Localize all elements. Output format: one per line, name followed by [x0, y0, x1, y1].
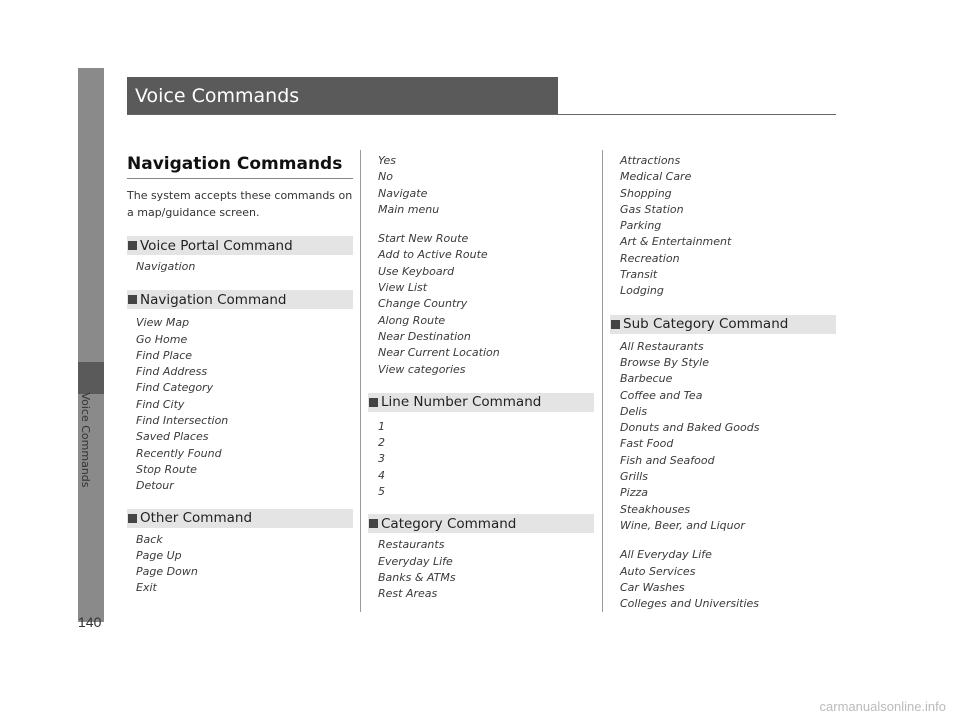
list-item: Use Keyboard	[378, 264, 455, 278]
list-item: Gas Station	[620, 202, 684, 216]
list-item: 3	[378, 452, 385, 466]
list-item: Page Up	[136, 548, 182, 562]
command-heading-voice-portal: Voice Portal Command	[127, 236, 353, 255]
list-item: Along Route	[378, 313, 446, 327]
list-item: Colleges and Universities	[620, 597, 759, 611]
list-item: Saved Places	[136, 430, 209, 444]
list-item: Attractions	[620, 154, 681, 167]
list-item: Find Place	[136, 348, 193, 362]
list-item: Parking	[620, 219, 662, 233]
list-item: Banks & ATMs	[378, 570, 456, 584]
list-item: Transit	[620, 268, 658, 282]
list-item: Restaurants	[378, 538, 445, 552]
command-heading-line-number: Line Number Command	[368, 393, 594, 412]
column-1	[127, 154, 353, 597]
list-item: Wine, Beer, and Liquor	[620, 518, 745, 532]
category-list	[378, 537, 594, 602]
list-item: Recently Found	[136, 446, 222, 460]
list-gap	[378, 218, 594, 231]
list-item: Pizza	[620, 486, 648, 500]
column-divider-2	[602, 150, 603, 612]
list-item: Near Current Location	[378, 346, 500, 360]
list-item: Find Address	[136, 365, 208, 379]
list-item: 5	[378, 485, 385, 499]
section-heading: Navigation Commands	[127, 154, 353, 179]
other-command-list	[136, 532, 353, 597]
square-bullet-icon	[128, 241, 137, 250]
list-item: Detour	[136, 479, 174, 493]
list-item: Navigation	[136, 260, 196, 273]
command-heading-other: Other Command	[127, 509, 353, 528]
general-command-list	[378, 153, 594, 378]
intro-text: The system accepts these commands on a map/guidance screen.	[127, 189, 353, 219]
list-item: Add to Active Route	[378, 248, 488, 262]
list-item: Find City	[136, 397, 185, 411]
page-number: 140	[78, 614, 102, 630]
list-item: Auto Services	[620, 564, 696, 578]
list-item: All Restaurants	[620, 339, 704, 353]
column-3	[620, 153, 836, 612]
list-item: All Everyday Life	[620, 548, 712, 562]
list-item: No	[378, 170, 393, 184]
square-bullet-icon	[369, 519, 378, 528]
voice-portal-list	[136, 259, 353, 275]
square-bullet-icon	[611, 320, 620, 329]
square-bullet-icon	[128, 514, 137, 523]
side-label: Voice Commands	[79, 392, 92, 488]
side-tab-marker	[78, 362, 104, 394]
list-item: Navigate	[378, 186, 428, 200]
list-item: Find Intersection	[136, 414, 229, 428]
list-item: Everyday Life	[378, 554, 453, 568]
list-item: Coffee and Tea	[620, 388, 703, 402]
square-bullet-icon	[128, 295, 137, 304]
square-bullet-icon	[369, 398, 378, 407]
side-tab	[78, 68, 104, 622]
list-item: Recreation	[620, 251, 680, 265]
list-item: Fish and Seafood	[620, 453, 715, 467]
list-item: Art & Entertainment	[620, 235, 732, 249]
command-heading-navigation: Navigation Command	[127, 290, 353, 309]
list-item: Car Washes	[620, 580, 685, 594]
list-item: Back	[136, 532, 163, 546]
list-item: Rest Areas	[378, 587, 438, 601]
list-gap	[620, 534, 836, 547]
column-divider-1	[360, 150, 361, 612]
list-item: Browse By Style	[620, 355, 709, 369]
list-item: Lodging	[620, 284, 664, 298]
list-item: View Map	[136, 316, 190, 330]
command-heading-sub-category: Sub Category Command	[610, 315, 836, 334]
list-item: View List	[378, 281, 428, 295]
list-item: Fast Food	[620, 437, 674, 451]
list-item: Steakhouses	[620, 502, 691, 516]
list-item: Find Category	[136, 381, 214, 395]
sub-category-list	[620, 339, 836, 613]
navigation-command-list	[136, 315, 353, 494]
page-title: Voice Commands	[127, 77, 558, 115]
list-item: Change Country	[378, 297, 468, 311]
list-item: 4	[378, 468, 385, 482]
list-item: Barbecue	[620, 372, 673, 386]
title-rule	[127, 114, 836, 115]
list-item: Near Destination	[378, 329, 471, 343]
list-item: Shopping	[620, 186, 672, 200]
list-item: Medical Care	[620, 170, 692, 184]
line-number-list	[378, 419, 594, 500]
list-item: Grills	[620, 470, 648, 484]
column-2	[378, 153, 594, 603]
list-item: 1	[378, 419, 385, 433]
category-names-list	[620, 153, 836, 300]
command-heading-category: Category Command	[368, 514, 594, 533]
list-item: Yes	[378, 154, 397, 167]
watermark: carmanualsonline.info	[819, 699, 946, 714]
list-item: Delis	[620, 404, 648, 418]
list-item: View categories	[378, 362, 466, 376]
list-item: Exit	[136, 581, 157, 595]
list-item: Main menu	[378, 202, 440, 216]
list-item: Go Home	[136, 332, 188, 346]
list-item: Stop Route	[136, 462, 197, 476]
list-item: Donuts and Baked Goods	[620, 421, 760, 435]
list-item: Page Down	[136, 565, 198, 579]
list-item: Start New Route	[378, 232, 469, 246]
list-item: 2	[378, 436, 385, 450]
